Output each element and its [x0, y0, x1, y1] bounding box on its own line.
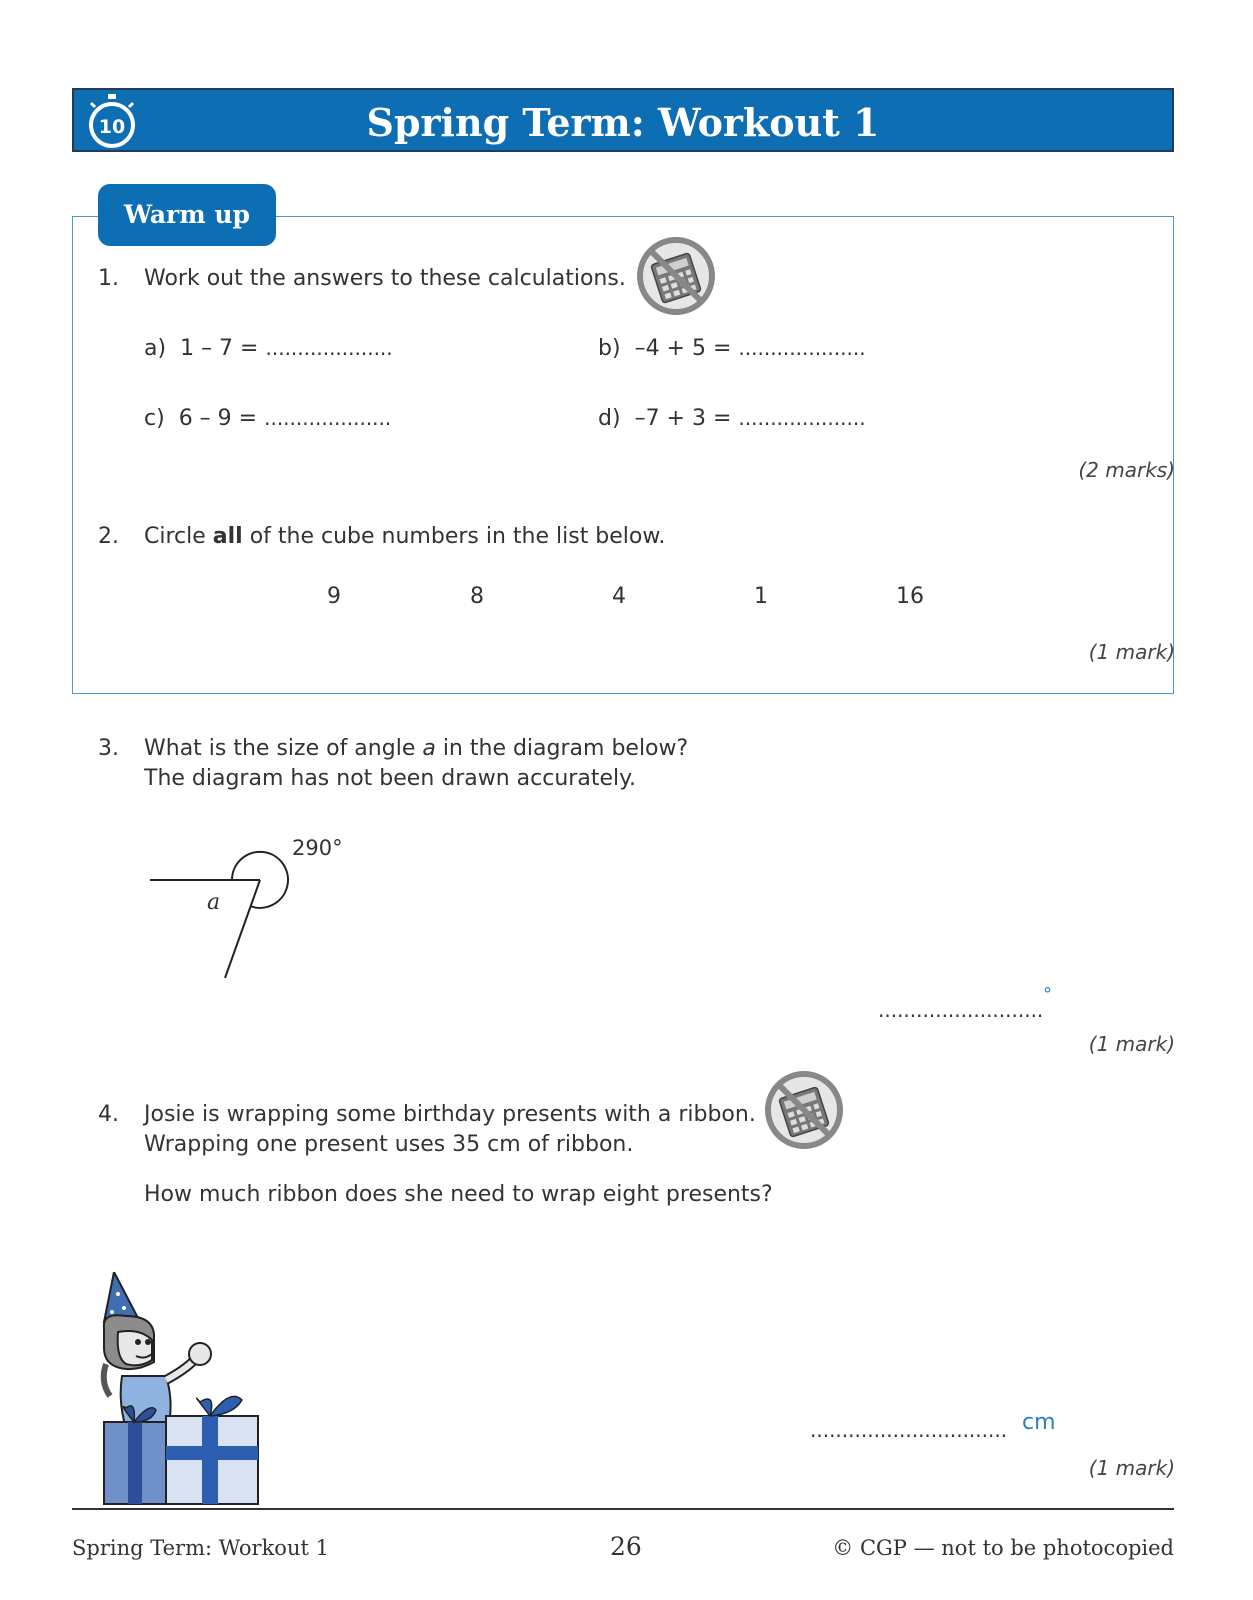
- q1-marks: (2 marks): [1078, 458, 1175, 482]
- q4-line3: How much ribbon does she need to wrap eight presents?: [144, 1182, 773, 1207]
- title-bar: [72, 88, 1174, 152]
- q1a-label: a): [144, 336, 167, 361]
- q1c-label: c): [144, 406, 165, 431]
- q1d: [598, 406, 866, 431]
- timer-value: 10: [98, 116, 126, 138]
- q1d-answer-line[interactable]: ....................: [738, 406, 866, 430]
- q4-line1: Josie is wrapping some birthday presents with a ribbon.: [144, 1102, 756, 1127]
- page-number: 26: [610, 1532, 642, 1561]
- footer-divider: [72, 1508, 1174, 1510]
- q1d-expr: –7 + 3 =: [634, 406, 732, 431]
- q2-text-bold: all: [212, 524, 243, 549]
- cube-option-4[interactable]: 1: [754, 584, 768, 609]
- q1-number: 1.: [98, 266, 119, 291]
- q4-number: 4.: [98, 1102, 119, 1127]
- q1d-label: d): [598, 406, 621, 431]
- q4-marks: (1 mark): [1088, 1456, 1175, 1480]
- q3-line2: The diagram has not been drawn accurately.: [144, 766, 636, 791]
- q1a: [144, 336, 393, 361]
- angle-label-290: 290°: [292, 836, 343, 860]
- q2-text-after: of the cube numbers in the list below.: [242, 524, 666, 549]
- q3-number: 3.: [98, 736, 119, 761]
- q1a-answer-line[interactable]: ....................: [265, 336, 393, 360]
- q3-degree-unit: °: [1043, 984, 1052, 1005]
- q3-line1-after: in the diagram below?: [435, 736, 689, 761]
- q1a-expr: 1 – 7 =: [180, 336, 259, 361]
- q2-text: [144, 524, 665, 549]
- cube-option-5[interactable]: 16: [896, 584, 924, 609]
- angle-var-label: a: [207, 890, 221, 915]
- q3-answer-line[interactable]: ..........................: [878, 998, 1044, 1022]
- q1b-answer-line[interactable]: ....................: [738, 336, 866, 360]
- q3-line1: [144, 736, 688, 761]
- q2-text-before: Circle: [144, 524, 213, 549]
- page-title: Spring Term: Workout 1: [366, 100, 880, 145]
- footer-copyright: © CGP — not to be photocopied: [832, 1536, 1174, 1560]
- q3-line1-before: What is the size of angle: [144, 736, 423, 761]
- cube-option-2[interactable]: 8: [470, 584, 484, 609]
- q1-text: Work out the answers to these calculations.: [144, 266, 626, 291]
- q1c: [144, 406, 391, 431]
- q1b: [598, 336, 866, 361]
- q1b-expr: –4 + 5 =: [634, 336, 732, 361]
- q3-angle-var: a: [422, 736, 436, 761]
- warm-up-tab: Warm up: [98, 184, 276, 246]
- q3-marks: (1 mark): [1088, 1032, 1175, 1056]
- q1c-answer-line[interactable]: ....................: [264, 406, 392, 430]
- q2-marks: (1 mark): [1088, 640, 1175, 664]
- q1b-label: b): [598, 336, 621, 361]
- q4-line2: Wrapping one present uses 35 cm of ribbon.: [144, 1132, 634, 1157]
- q2-number: 2.: [98, 524, 119, 549]
- no-calculator-icon: [636, 236, 716, 316]
- cube-option-3[interactable]: 4: [612, 584, 626, 609]
- q4-cm-unit: cm: [1022, 1410, 1056, 1435]
- q1c-expr: 6 – 9 =: [178, 406, 258, 431]
- character-illustration: [96, 1272, 276, 1508]
- no-calculator-icon: [764, 1070, 844, 1150]
- q4-answer-line[interactable]: ...............................: [810, 1418, 1008, 1442]
- footer-left: Spring Term: Workout 1: [72, 1536, 329, 1560]
- cube-option-1[interactable]: 9: [327, 584, 341, 609]
